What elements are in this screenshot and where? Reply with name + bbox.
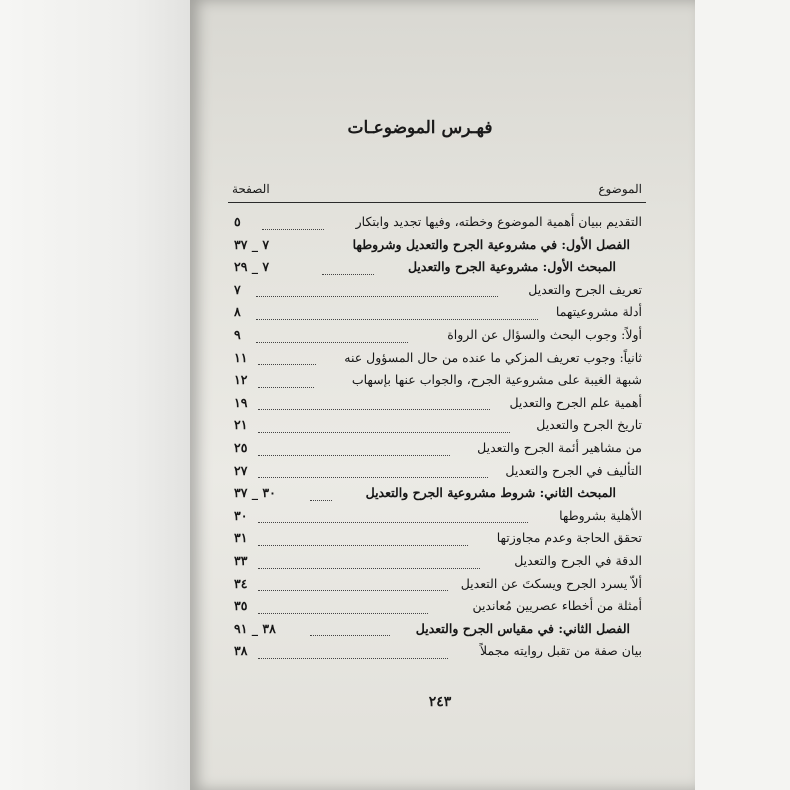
toc-leader xyxy=(258,432,510,433)
toc-entry-text: من مشاهير أئمة الجرح والتعديل xyxy=(477,439,642,455)
toc-leader xyxy=(258,568,480,569)
toc-leader xyxy=(256,319,538,320)
toc-entry-page: ٥ xyxy=(234,214,241,229)
toc-leader xyxy=(258,658,448,659)
toc-entry-text: الدقة في الجرح والتعديل xyxy=(514,552,642,568)
toc-header xyxy=(228,180,646,203)
toc-row xyxy=(228,641,646,664)
toc-entry-text: الأهلية بشروطها xyxy=(559,507,642,523)
header-page: الصفحة xyxy=(232,182,270,196)
toc-row xyxy=(228,415,646,438)
toc-entry-page: ١١ xyxy=(234,349,248,365)
toc-entry-page: ٢٧ xyxy=(234,462,248,478)
toc-leader xyxy=(262,229,324,230)
toc-entry-text: تعريف الجرح والتعديل xyxy=(528,281,642,297)
toc-list xyxy=(228,212,646,664)
toc-row xyxy=(228,302,646,325)
toc-row xyxy=(228,528,646,551)
toc-row xyxy=(228,596,646,619)
toc-row xyxy=(228,461,646,484)
toc-row xyxy=(228,438,646,461)
toc-entry-text: شبهة الغيبة على مشروعية الجرح، والجواب عنها بإسهاب xyxy=(351,372,642,388)
toc-entry-text: الفصل الأول: في مشروعية الجرح والتعديل وشروطها xyxy=(352,236,630,252)
toc-leader xyxy=(258,613,428,614)
toc-leader xyxy=(310,500,332,501)
toc-leader xyxy=(310,635,390,636)
toc-row xyxy=(228,348,646,371)
header-subject: الموضوع xyxy=(598,182,642,196)
toc-row xyxy=(228,551,646,574)
toc-leader xyxy=(258,455,450,456)
toc-entry-page: ٧ xyxy=(234,281,241,297)
toc-entry-page: ٣٨ _ ٩١ xyxy=(234,620,276,636)
toc-row xyxy=(228,619,646,642)
toc-row xyxy=(228,506,646,529)
toc-entry-page: ٧ _ ٢٩ xyxy=(234,259,270,275)
toc-entry-page: ٢١ xyxy=(234,417,248,433)
toc-entry-page: ١٩ xyxy=(234,394,248,410)
toc-entry-page: ٣٤ xyxy=(234,575,248,591)
toc-row xyxy=(228,280,646,303)
toc-leader xyxy=(258,387,314,388)
toc-entry-text: أمثلة من أخطاء عصريين مُعاندين xyxy=(472,598,642,614)
toc-entry-page: ٣٠ xyxy=(234,507,248,523)
toc-entry-text: التأليف في الجرح والتعديل xyxy=(505,462,642,478)
toc-leader xyxy=(256,342,408,343)
toc-entry-text: بيان صفة من تقبل روايته مجملاً xyxy=(480,643,642,659)
toc-entry-page: ٧ _ ٣٧ xyxy=(234,236,270,252)
toc-entry-text: ألاّ يسرد الجرح ويسكتَ عن التعديل xyxy=(460,575,642,591)
toc-entry-text: التقديم ببيان أهمية الموضوع وخطته، وفيها تجديد وابتكار xyxy=(355,214,642,229)
toc-entry-page: ١٢ xyxy=(234,372,248,388)
toc-entry-page: ٨ xyxy=(234,304,241,320)
right-background xyxy=(695,0,790,790)
toc-entry-page: ٣٥ xyxy=(234,598,248,614)
toc-leader xyxy=(258,364,316,365)
toc-entry-text: أولاً: وجوب البحث والسؤال عن الرواة xyxy=(447,326,642,342)
toc-leader xyxy=(258,409,490,410)
toc-leader xyxy=(258,522,528,523)
toc-entry-text: تاريخ الجرح والتعديل xyxy=(536,417,642,433)
toc-entry-page: ٣١ xyxy=(234,530,248,546)
toc-row xyxy=(228,393,646,416)
toc-row xyxy=(228,370,646,393)
toc-entry-page: ٢٥ xyxy=(234,439,248,455)
toc-entry-text: أهمية علم الجرح والتعديل xyxy=(509,394,642,410)
toc-leader xyxy=(322,274,374,275)
toc-entry-page: ٣٠ _ ٣٧ xyxy=(234,485,276,501)
toc-entry-page: ٣٨ xyxy=(234,643,248,659)
toc-entry-text: ثانياً: وجوب تعريف المزكي ما عنده من حال المسؤول عنه xyxy=(344,349,642,365)
toc-leader xyxy=(258,590,448,591)
toc-entry-page: ٣٣ xyxy=(234,552,248,568)
toc-entry-text: تحقق الحاجة وعدم مجاوزتها xyxy=(496,530,642,546)
toc-row xyxy=(228,325,646,348)
toc-leader xyxy=(258,477,488,478)
page-title: فهـرس الموضوعـات xyxy=(347,118,493,138)
page-number: ٢٤٣ xyxy=(428,694,452,710)
toc-entry-text: أدلة مشروعيتهما xyxy=(555,304,642,320)
toc-row xyxy=(228,235,646,258)
toc-row xyxy=(228,257,646,280)
toc-leader xyxy=(258,545,468,546)
toc-row xyxy=(228,574,646,597)
toc-entry-text: المبحث الثاني: شروط مشروعية الجرح والتعديل xyxy=(365,485,616,501)
toc-row xyxy=(228,483,646,506)
toc-entry-text: المبحث الأول: مشروعية الجرح والتعديل xyxy=(407,259,616,275)
toc-entry-page: ٩ xyxy=(234,326,241,342)
left-background xyxy=(0,0,190,790)
toc-leader xyxy=(256,296,498,297)
toc-entry-text: الفصل الثاني: في مقياس الجرح والتعديل xyxy=(415,620,630,636)
toc-row xyxy=(228,212,646,235)
